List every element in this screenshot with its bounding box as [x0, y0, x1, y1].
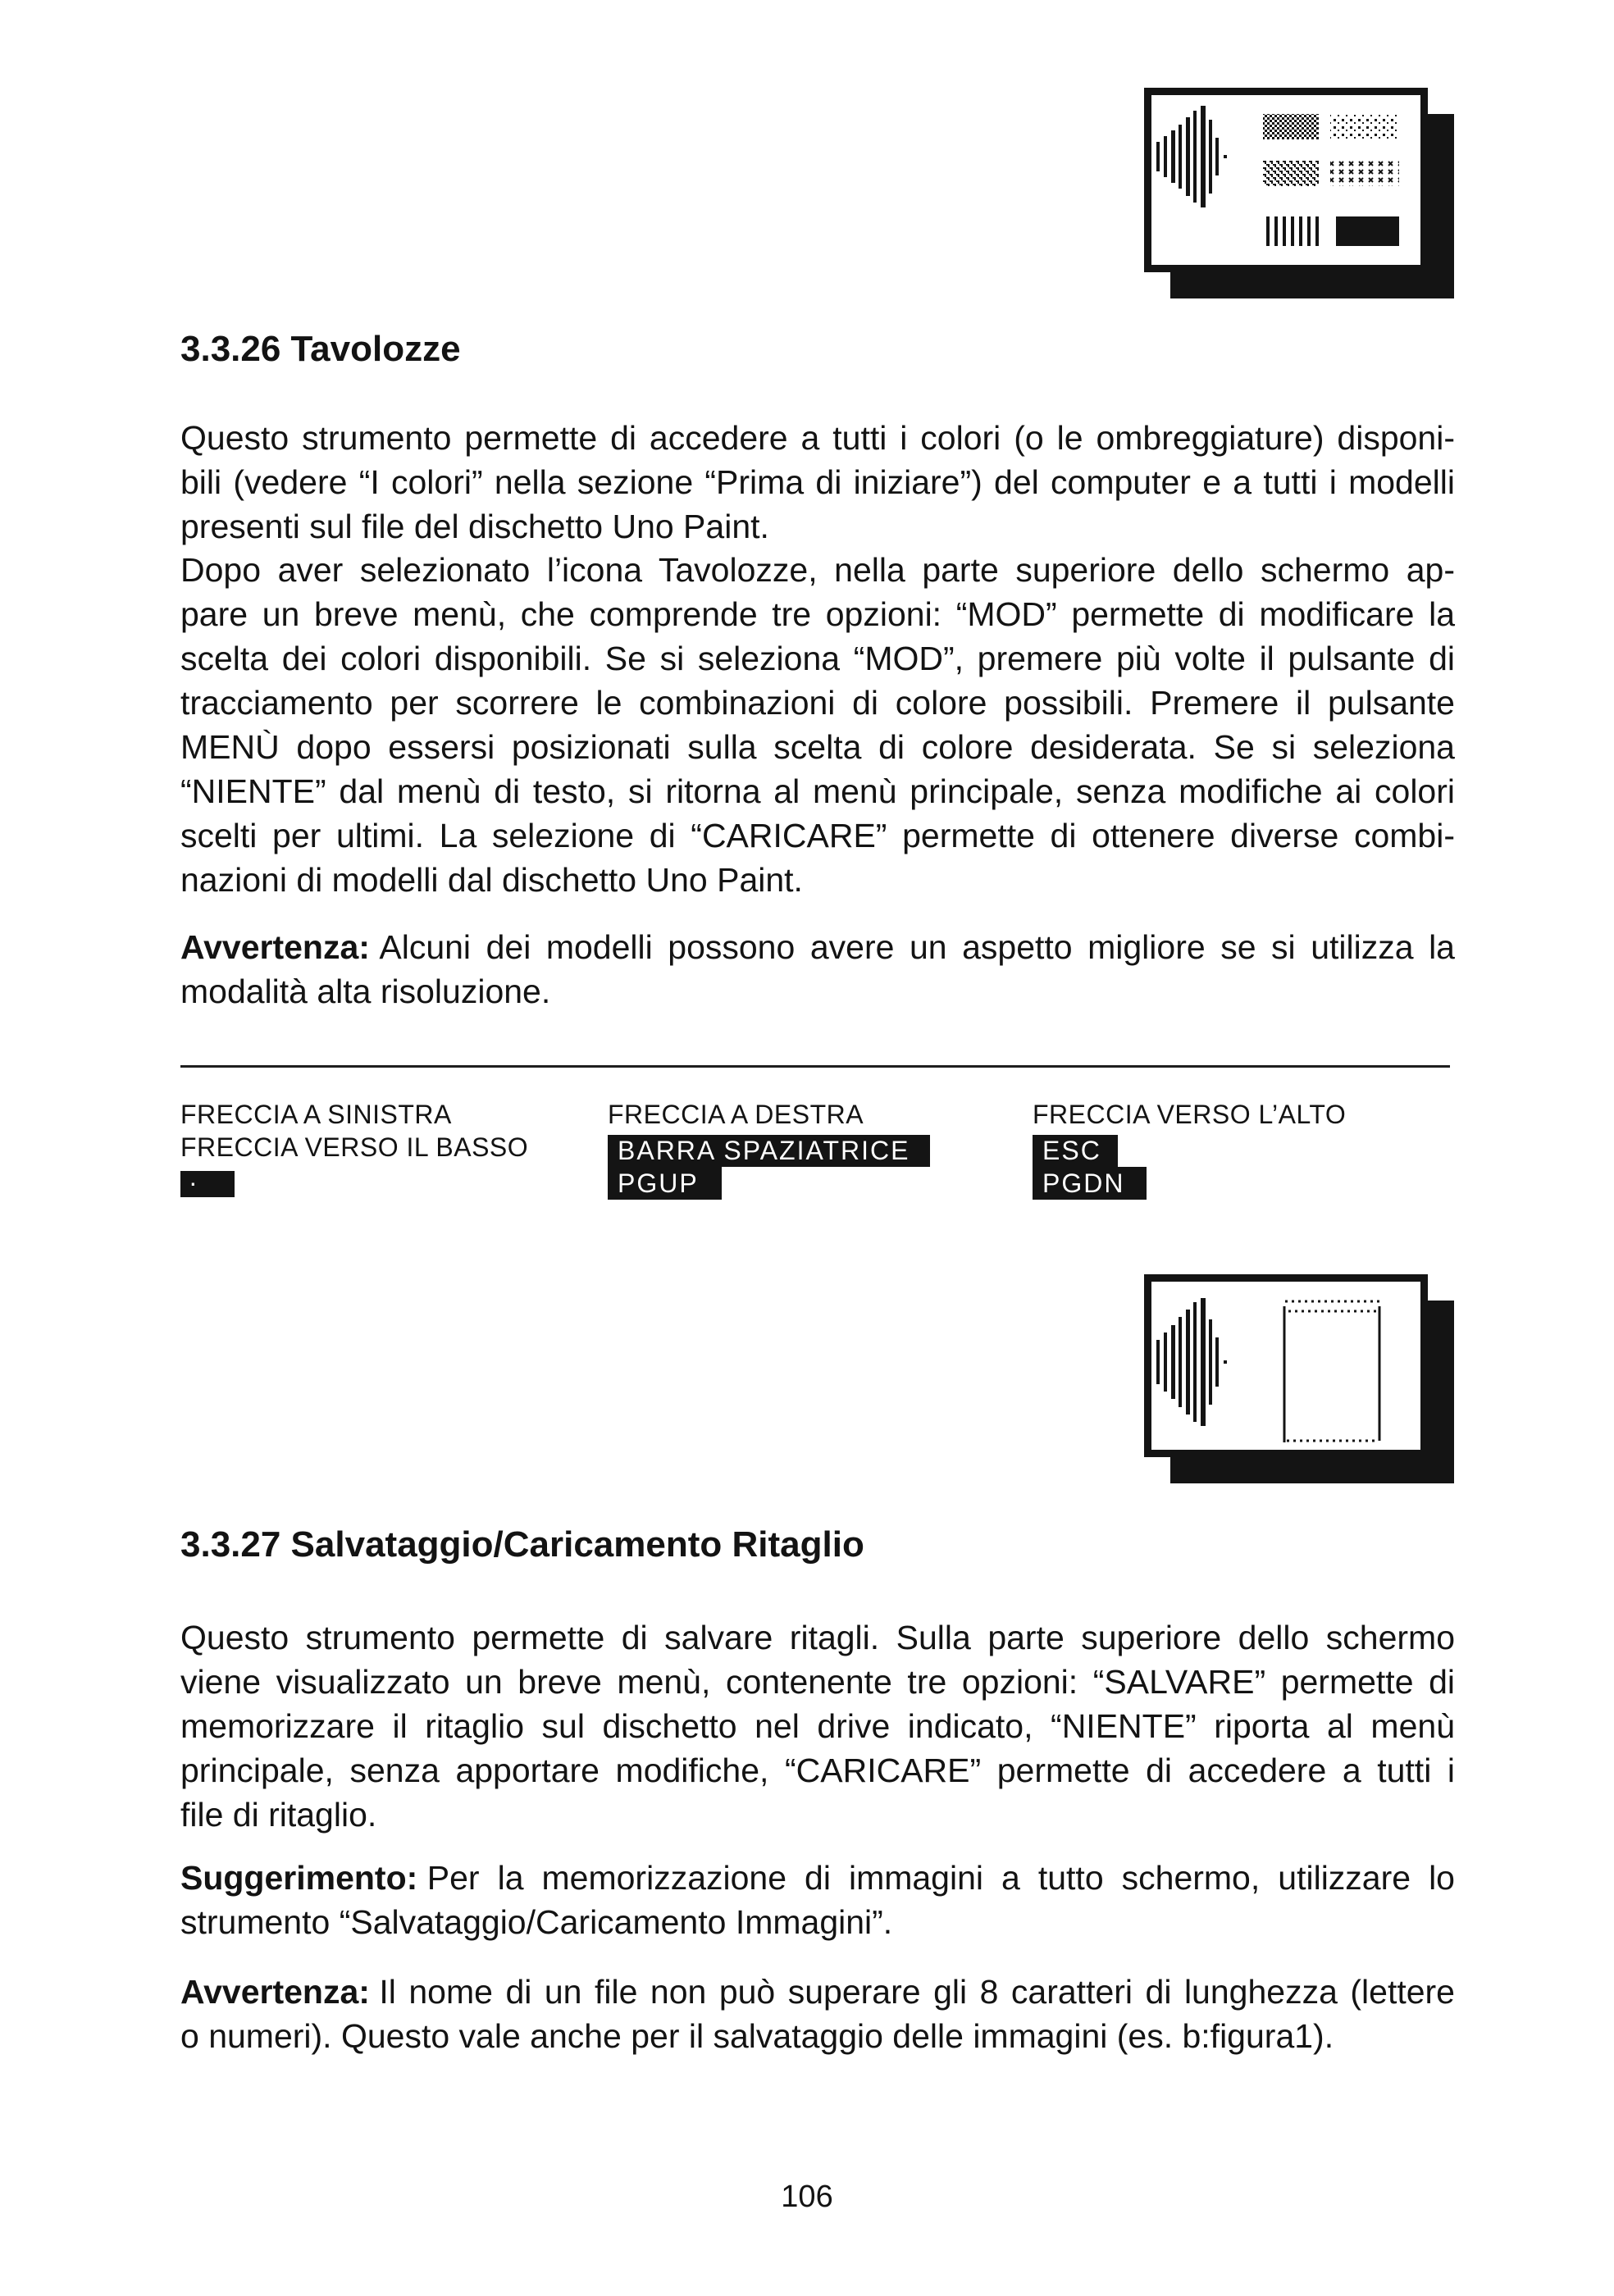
warning-label: Avvertenza:	[180, 1973, 370, 2011]
warning-note	[180, 925, 1455, 1014]
paragraph-line: tracciamento per scorrere le combinazioni di colore possibili. Premere il pulsante	[180, 684, 1455, 722]
paragraph-line: file di ritaglio.	[180, 1796, 377, 1834]
waveform-bar	[1164, 136, 1167, 177]
key-table-column	[608, 1098, 930, 1200]
waveform-bar	[1209, 1319, 1212, 1405]
paragraph-line: scelti per ultimi. La selezione di “CARICARE” permette di ottenere diverse combi-	[180, 817, 1455, 854]
key-cap: ·	[180, 1171, 235, 1197]
clip-save-load-tool-icon-frame	[1144, 1274, 1428, 1457]
paragraph-line: pare un breve menù, che comprende tre opzioni: “MOD” permette di modificare la	[180, 595, 1455, 633]
key-label: FRECCIA VERSO IL BASSO	[180, 1132, 529, 1162]
waveform-icon	[1156, 1298, 1227, 1426]
tip-line: strumento “Salvataggio/Caricamento Immagini”.	[180, 1903, 893, 1941]
key-table-column	[180, 1098, 528, 1197]
paragraph-line: bili (vedere “I colori” nella sezione “Prima di iniziare”) del computer e a tutti i modelli	[180, 463, 1455, 501]
waveform-dot	[1224, 155, 1227, 158]
paragraph-line: presenti sul file del dischetto Uno Paint.	[180, 508, 769, 545]
waveform-bar	[1193, 111, 1197, 203]
dotted-pattern-swatch	[1330, 114, 1399, 139]
paragraph-line: “NIENTE” dal menù di testo, si ritorna al menù principale, senza modifiche ai colori	[180, 772, 1455, 810]
warning-label: Avvertenza:	[180, 928, 370, 966]
warning-line	[180, 925, 1455, 969]
horizontal-divider	[180, 1065, 1450, 1068]
waveform-bar	[1164, 1332, 1167, 1392]
paragraph-line: nazioni di modelli dal dischetto Uno Paint.	[180, 861, 803, 899]
vertical-lines-pattern-swatch	[1263, 216, 1323, 246]
waveform-bar	[1156, 142, 1160, 171]
key-label: FRECCIA A DESTRA	[608, 1100, 864, 1129]
tip-text: Per la memorizzazione di immagini a tutto schermo, utilizzare lo	[426, 1859, 1455, 1897]
waveform-bar	[1179, 125, 1182, 189]
tip-line	[180, 1856, 1455, 1900]
waveform-bar	[1179, 1317, 1182, 1407]
paragraph	[180, 1615, 1455, 1837]
paragraph-line: Questo strumento permette di accedere a tutti i colori (o le ombreggiature) disponi-	[180, 419, 1455, 457]
key-cap: BARRA SPAZIATRICE	[608, 1135, 930, 1167]
key-label: FRECCIA VERSO L’ALTO	[1033, 1100, 1347, 1129]
solid-color-swatch	[1336, 216, 1399, 246]
paragraph	[180, 416, 1455, 549]
section-heading: 3.3.27 Salvataggio/Caricamento Ritaglio	[180, 1524, 864, 1565]
key-cap: PGDN	[1033, 1167, 1147, 1200]
palette-tool-icon	[1151, 95, 1420, 265]
warning-line	[180, 1970, 1455, 2014]
waveform-dot	[1224, 1360, 1227, 1364]
waveform-bar	[1186, 1310, 1190, 1414]
key-cap: ESC	[1033, 1135, 1118, 1167]
waveform-bar	[1201, 1298, 1206, 1426]
waveform-bar	[1193, 1302, 1197, 1422]
warning-line: modalità alta risoluzione.	[180, 973, 551, 1010]
paragraph-line: viene visualizzato un breve menù, contenente tre opzioni: “SALVARE” permette di	[180, 1663, 1455, 1701]
page-number: 106	[781, 2180, 833, 2214]
paragraph-line: MENÙ dopo essersi posizionati sulla scelta di colore desiderata. Se si seleziona	[180, 728, 1455, 766]
clip-save-load-tool-icon	[1151, 1282, 1420, 1450]
section-heading: 3.3.26 Tavolozze	[180, 329, 461, 369]
warning-line: o numeri). Questo vale anche per il salvataggio delle immagini (es. b:figura1).	[180, 2017, 1334, 2055]
clip-frame-icon	[1284, 1301, 1380, 1442]
weave-pattern-swatch	[1263, 161, 1319, 186]
cross-pattern-swatch	[1330, 161, 1399, 186]
paragraph-line: principale, senza apportare modifiche, “CARICARE” permette di accedere a tutti i	[180, 1752, 1455, 1789]
key-table-column	[1033, 1098, 1346, 1200]
key-label: FRECCIA A SINISTRA	[180, 1100, 452, 1129]
key-cap: PGUP	[608, 1167, 722, 1200]
waveform-bar	[1215, 138, 1219, 175]
waveform-bar	[1209, 120, 1212, 194]
waveform-bar	[1171, 1325, 1175, 1399]
paragraph-line: memorizzare il ritaglio sul dischetto nel drive indicato, “NIENTE” riporta al menù	[180, 1707, 1455, 1745]
waveform-bar	[1171, 130, 1175, 183]
waveform-bar	[1156, 1340, 1160, 1384]
waveform-bar	[1186, 117, 1190, 196]
tip-note	[180, 1856, 1455, 1944]
warning-note	[180, 1970, 1455, 2058]
paragraph-line: scelta dei colori disponibili. Se si seleziona “MOD”, premere più volte il pulsante di	[180, 640, 1455, 677]
paragraph	[180, 548, 1455, 902]
palette-tool-icon-frame	[1144, 88, 1428, 272]
dense-pattern-swatch	[1263, 114, 1319, 139]
paragraph-line: Dopo aver selezionato l’icona Tavolozze, nella parte superiore dello schermo ap-	[180, 551, 1455, 589]
waveform-bar	[1201, 106, 1206, 207]
tip-label: Suggerimento:	[180, 1859, 418, 1897]
paragraph-line: Questo strumento permette di salvare ritagli. Sulla parte superiore dello schermo	[180, 1619, 1455, 1656]
waveform-icon	[1156, 106, 1227, 207]
warning-text: Alcuni dei modelli possono avere un aspetto migliore se si utilizza la	[379, 928, 1455, 966]
warning-text: Il nome di un file non può superare gli 8 caratteri di lunghezza (lettere	[379, 1973, 1455, 2011]
waveform-bar	[1215, 1337, 1219, 1387]
